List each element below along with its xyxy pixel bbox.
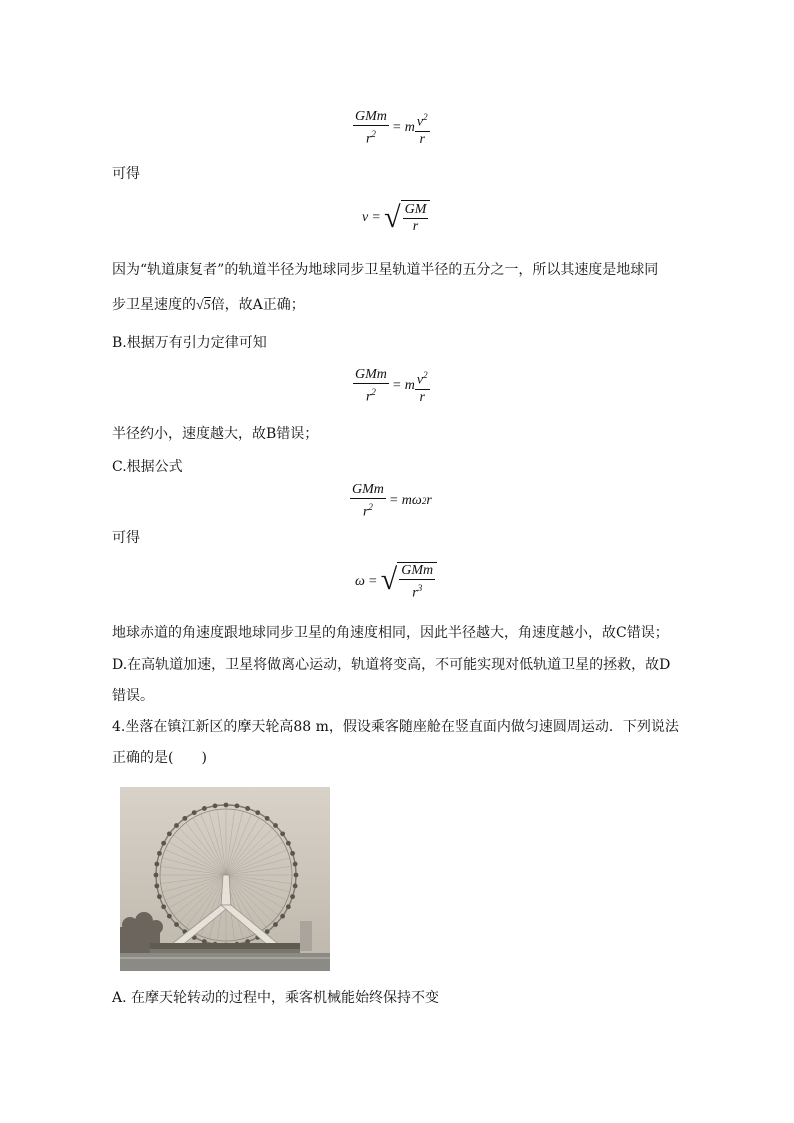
wheel-cabin: [293, 884, 298, 889]
question-4-line-2: 正确的是( ): [112, 750, 207, 766]
text-line-3: 步卫星速度的√5倍，故A正确；: [112, 297, 305, 313]
wheel-cabin: [286, 904, 291, 909]
wheel-cabin: [235, 803, 240, 808]
text-line-5: 半径约小，速度越大，故B错误；: [112, 426, 319, 442]
wheel-cabin: [280, 914, 285, 919]
ferris-wheel-illustration: [120, 787, 330, 971]
equation-velocity: v = √ $\frac{GM}{r}$: [362, 200, 430, 236]
wheel-cabin: [255, 810, 260, 815]
wheel-cabin: [167, 914, 172, 919]
wheel-cabin: [265, 816, 270, 821]
text-line-1: 可得: [112, 166, 140, 182]
wheel-cabin: [161, 841, 166, 846]
eq1-denominator: r: [365, 131, 372, 147]
text-line-2: 因为“轨道康复者”的轨道半径为地球同步卫星轨道半径的五分之一，所以其速度是地球同: [112, 262, 659, 278]
ferris-wheel-photo: [120, 787, 330, 971]
text-line-8: 地球赤道的角速度跟地球同步卫星的角速度相同，因此半径越大，角速度越小，故C错误；: [112, 625, 669, 641]
wheel-cabin: [293, 862, 298, 867]
wheel-cabin: [154, 862, 159, 867]
equation-omega: ω = √ $\frac{\text{GMm}}{r^3}$: [355, 562, 437, 602]
equation-gravity-centripetal-2: $\frac{\text{GMm}}{r^2}$ = m $\frac{v^2}{r}$: [355, 367, 428, 405]
wheel-cabin: [167, 831, 172, 836]
wheel-cabin: [294, 873, 299, 878]
wheel-cabin: [154, 873, 159, 878]
text-line-7: 可得: [112, 530, 140, 546]
text-line-9: D.在高轨道加速，卫星将做离心运动，轨道将变高，不可能实现对低轨道卫星的拯救，故D: [112, 657, 671, 673]
wheel-cabin: [202, 806, 207, 811]
wheel-cabin: [154, 884, 159, 889]
text-line-10: 错误。: [112, 688, 154, 704]
wheel-cabin: [290, 894, 295, 899]
equation-angular: $\frac{\text{GMm}}{r^2}$ = m ω 2 r: [352, 482, 432, 520]
wheel-cabin: [273, 922, 278, 927]
equation-gravity-centripetal-1: $\frac{\text{GMm}}{r^2}$ = m $\frac{v^2}{r}$: [355, 109, 428, 147]
text-line-4: B.根据万有引力定律可知: [112, 335, 267, 351]
wheel-cabin: [182, 816, 187, 821]
eq1-numerator: GMm: [355, 109, 387, 124]
wheel-cabin: [245, 806, 250, 811]
wheel-cabin: [174, 823, 179, 828]
wheel-cabin: [290, 851, 295, 856]
wheel-cabin: [273, 823, 278, 828]
wheel-cabin: [280, 831, 285, 836]
wheel-cabin: [213, 803, 218, 808]
wheel-cabin: [174, 922, 179, 927]
wheel-cabin: [161, 904, 166, 909]
wheel-cabin: [224, 803, 229, 808]
wheel-cabin: [192, 810, 197, 815]
question-4-line-1: 4.坐落在镇江新区的摩天轮高88 m，假设乘客随座舱在竖直面内做匀速圆周运动．下列说法: [112, 719, 679, 735]
wheel-cabin: [157, 851, 162, 856]
option-a: A. 在摩天轮转动的过程中，乘客机械能始终保持不变: [112, 990, 440, 1006]
text-line-6: C.根据公式: [112, 459, 183, 475]
wheel-cabin: [157, 894, 162, 899]
wheel-cabin: [286, 841, 291, 846]
